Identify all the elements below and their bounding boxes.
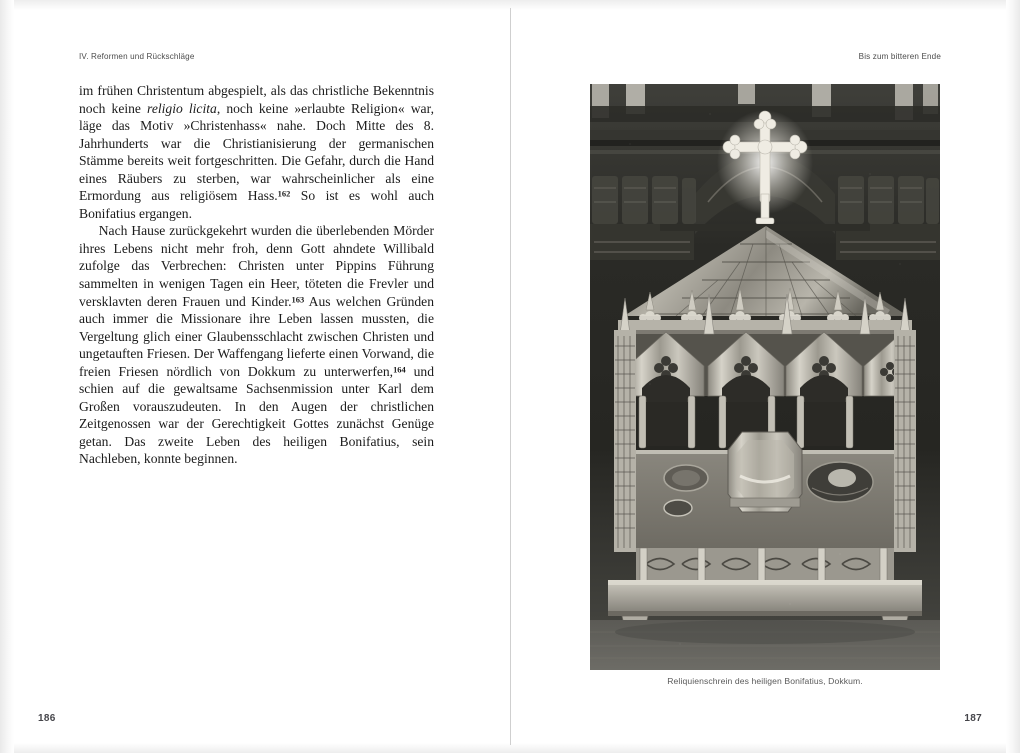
folio-right: 187 bbox=[964, 713, 982, 724]
reliquary-shrine-illustration bbox=[590, 84, 940, 670]
italic-term: religio licita bbox=[147, 100, 217, 116]
footnote-reference: 164 bbox=[393, 364, 406, 375]
footnote-reference: 162 bbox=[277, 188, 291, 199]
text-run: und schien auf die gewaltsame Sachsenmission unter Karl dem Großen vorauszudeuten. In den Augen der christlichen Zeitgenossen war der Gerechtigkeit Gottes zunächst Genüge getan. Das zweite Leben des heiligen Bonifatius, sein Nachleben, konnte beginnen. bbox=[79, 363, 434, 467]
footnote-reference: 163 bbox=[291, 294, 305, 305]
paragraph-2 bbox=[79, 222, 434, 468]
text-run: im frühen Christentum abgespielt, als das christliche Bekenntnis noch keine bbox=[79, 83, 434, 116]
folio-left: 186 bbox=[38, 713, 56, 724]
page-gutter-line bbox=[510, 8, 511, 745]
right-page bbox=[510, 0, 1020, 753]
figure-reliquary bbox=[590, 84, 940, 686]
body-text-left bbox=[79, 82, 434, 468]
paragraph-1 bbox=[79, 82, 434, 222]
running-head-right: Bis zum bitteren Ende bbox=[858, 52, 941, 61]
text-run: So ist es wohl auch Bonifatius ergangen. bbox=[79, 188, 434, 221]
text-run: , noch keine »erlaubte Religion« war, läge das Motiv »Christenhass« nahe. Doch Mitte des 8. Jahrhunderts war die Christianisierung der germanischen Stämme bereits weit fortgeschritten. Die Gefahr, durch die Hand eines Räubers zu sterben, war wahrscheinlicher als eine Ermordung aus religiösem Hass. bbox=[79, 100, 434, 204]
running-head-left: IV. Reformen und Rückschläge bbox=[79, 52, 195, 61]
text-run: Nach Hause zurückgekehrt wurden die überlebenden Mörder ihres Lebens nicht mehr froh, denn Gott ahndete Willibald zufolge das Verbrechen: Christen unter Pippins Führung sammelten in wenigen Tagen ein Heer, töteten die Frevler und versklavten deren Frauen und Kinder. bbox=[79, 223, 434, 309]
figure-caption: Reliquienschrein des heiligen Bonifatius, Dokkum. bbox=[667, 676, 863, 686]
text-run: Aus welchen Gründen auch immer die Missionare ihre Leben lassen mussten, die Vergeltung glich einer Glaubensschlacht zwischen Christen und ungetauften Friesen. Der Waffengang lieferte einen Vorwand, die freien Friesen nördlich von Dokkum zu unterwerfen, bbox=[79, 293, 435, 379]
photograph-reliquary-shrine bbox=[590, 84, 940, 670]
